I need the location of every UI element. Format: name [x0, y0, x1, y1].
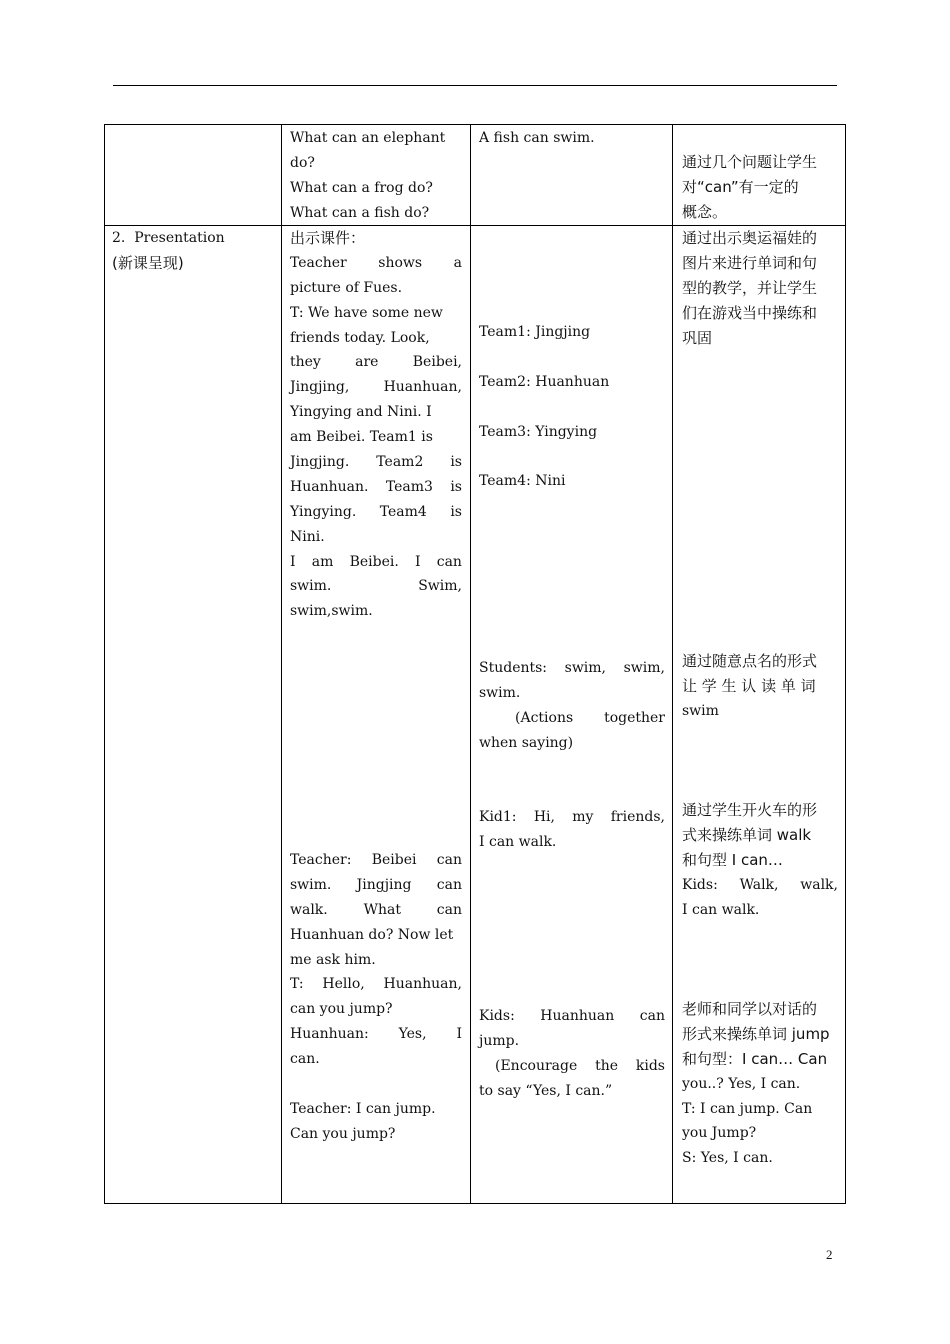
row2-design-note-4 — [682, 997, 838, 1171]
stage-subtitle: (新课呈现) — [112, 253, 184, 272]
text-line: 形式来操练单词 jump — [682, 1024, 830, 1043]
text-line: 式来操练单词 walk — [682, 825, 812, 844]
text-line: 对“can”有一定的 — [682, 177, 799, 196]
text-line: 老师和同学以对话的 — [682, 1000, 818, 1018]
text-line: 概念。 — [682, 202, 728, 221]
text-line: picture of Fues. — [290, 279, 403, 296]
text-line: A fish can swim. — [479, 130, 595, 146]
text-line — [290, 1072, 462, 1097]
text-line: Yingying and Nini. I — [290, 404, 432, 421]
text-line: 巩固 — [682, 328, 713, 347]
text-line: can you jump? — [290, 1001, 393, 1018]
table-border-bottom — [104, 1203, 846, 1204]
text-line: swim — [682, 702, 719, 719]
row2-design-note-2 — [682, 649, 838, 724]
stage-title: 2. Presentation — [112, 230, 225, 246]
text-line: Huanhuan: Yes, I — [290, 1026, 462, 1043]
text-line: I can walk. — [479, 833, 557, 850]
text-line: swim. Jingjing can — [290, 876, 462, 893]
text-line: Teacher shows a — [290, 254, 462, 271]
text-line: they are Beibei, — [290, 354, 462, 371]
text-line: do? — [290, 154, 315, 171]
text-line: can. — [290, 1051, 320, 1068]
text-line: Kids: Walk, walk, — [682, 876, 838, 893]
page-number: 2 — [826, 1247, 833, 1262]
text-line: Nini. — [290, 528, 325, 545]
text-line: What can a frog do? — [290, 179, 433, 196]
text-line: Can you jump? — [290, 1125, 396, 1142]
text-line: Jingjing, Huanhuan, — [290, 379, 462, 396]
row2-teacher-activity-1 — [290, 226, 462, 624]
text-line: What can an elephant — [290, 130, 446, 146]
text-line: 图片来进行单词和句 — [682, 253, 818, 272]
text-line: Huanhuan. Team3 is — [290, 478, 462, 495]
text-line: am Beibei. Team1 is — [290, 429, 433, 446]
text-line: Students: swim, swim, — [479, 660, 665, 676]
text-line: 通过几个问题让学生 — [682, 153, 818, 171]
text-line: walk. What can — [290, 901, 462, 918]
table-column-divider-2 — [470, 124, 471, 1204]
text-line: Kids: Huanhuan can — [479, 1008, 665, 1024]
text-line: 出示课件： — [290, 229, 366, 247]
text-line: Yingying. Team4 is — [290, 503, 462, 520]
text-line: I can walk. — [682, 901, 760, 918]
text-line: T: We have some new — [290, 304, 443, 321]
text-line: (Actions together — [515, 709, 665, 726]
text-line: 和句型 I can… — [682, 850, 783, 869]
text-line: Teacher: I can jump. — [290, 1100, 436, 1117]
table-column-divider-1 — [281, 124, 282, 1204]
row1-student-response — [479, 126, 665, 151]
team-line: Team1: Jingjing — [479, 324, 591, 340]
row2-stage-label — [112, 226, 274, 276]
text-line: swim,swim. — [290, 603, 373, 620]
text-line: 通过学生开火车的形 — [682, 801, 818, 819]
row2-design-note-1 — [682, 226, 838, 350]
row1-design-note — [682, 150, 838, 225]
text-line: S: Yes, I can. — [682, 1150, 773, 1167]
text-line: T: Hello, Huanhuan, — [290, 976, 462, 993]
team-line: Team4: Nini — [479, 473, 566, 490]
text-line: 型的教学，并让学生 — [682, 278, 818, 297]
header-rule — [113, 85, 837, 86]
text-line: (Encourage the kids — [495, 1057, 665, 1074]
text-line: you..? Yes, I can. — [682, 1075, 801, 1092]
table-border-right — [845, 124, 846, 1204]
lesson-plan-table — [104, 124, 846, 1204]
row2-kid1-response — [479, 805, 665, 855]
text-line: to say “Yes, I can.” — [479, 1082, 613, 1099]
text-line: Huanhuan do? Now let — [290, 926, 454, 943]
text-line: 们在游戏当中操练和 — [682, 303, 818, 322]
team-line: Team3: Yingying — [479, 423, 598, 440]
text-line: me ask him. — [290, 951, 376, 968]
text-line: when saying) — [479, 734, 574, 751]
text-line: jump. — [479, 1032, 520, 1049]
row2-teacher-activity-2 — [290, 848, 462, 1147]
row2-team-assignments — [479, 308, 665, 507]
text-line: 通过出示奥运福娃的 — [682, 229, 818, 247]
row2-design-note-3 — [682, 798, 838, 922]
row1-activity-questions — [290, 126, 462, 226]
row2-kids-response — [479, 1004, 665, 1104]
text-line: 和句型：I can… Can — [682, 1049, 828, 1068]
table-border-top — [104, 124, 846, 125]
table-column-divider-3 — [672, 124, 673, 1204]
text-line: friends today. Look, — [290, 329, 430, 346]
text-line: 通过随意点名的形式 — [682, 652, 818, 670]
text-line: Teacher: Beibei can — [290, 852, 462, 868]
text-line: What can a fish do? — [290, 204, 430, 221]
text-line: Jingjing. Team2 is — [290, 454, 462, 471]
text-line: Kid1: Hi, my friends, — [479, 809, 665, 825]
text-line: swim. — [479, 684, 521, 701]
text-line: you Jump? — [682, 1125, 757, 1142]
table-border-left — [104, 124, 105, 1204]
row2-students-response — [479, 656, 665, 756]
team-line: Team2: Huanhuan — [479, 373, 610, 390]
text-line: 让 学 生 认 读 单 词 — [682, 676, 816, 695]
text-line: I am Beibei. I can — [290, 553, 462, 570]
text-line: swim. Swim, — [290, 578, 462, 595]
text-line: T: I can jump. Can — [682, 1100, 813, 1117]
